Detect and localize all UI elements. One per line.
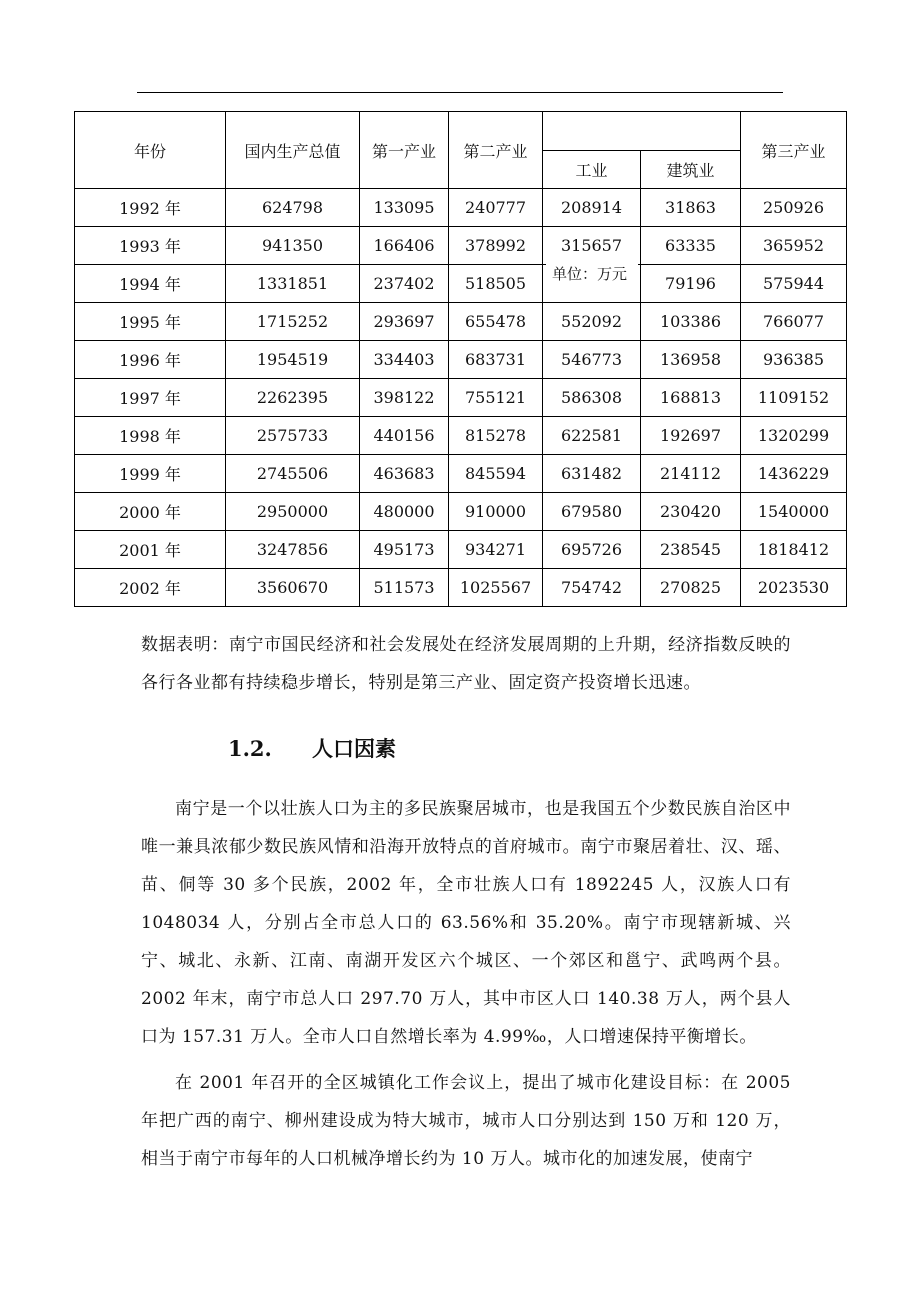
cell-gdp: 2745506 [226, 455, 360, 493]
header-secondary: 第二产业 [449, 112, 543, 189]
header-year: 年份 [75, 112, 226, 189]
cell-primary: 495173 [360, 531, 449, 569]
cell-year: 1998 年 [75, 417, 226, 455]
cell-secondary: 845594 [449, 455, 543, 493]
cell-tertiary: 1540000 [741, 493, 847, 531]
cell-year: 2001 年 [75, 531, 226, 569]
table-row [75, 531, 847, 569]
section-title: 人口因素 [312, 736, 396, 761]
cell-primary: 293697 [360, 303, 449, 341]
cell-tertiary: 365952 [741, 227, 847, 265]
cell-year: 2000 年 [75, 493, 226, 531]
cell-construction: 192697 [641, 417, 741, 455]
cell-secondary: 815278 [449, 417, 543, 455]
paragraph-population: 南宁是一个以壮族人口为主的多民族聚居城市，也是我国五个少数民族自治区中唯一兼具浓郁少数民族风情和沿海开放特点的首府城市。南宁市聚居着壮、汉、瑶、苗、侗等 30 多个民族，2002 年，全市壮族人口有 1892245 人，汉族人口有 1048034 人，分别占全市总人口的 63.56%和 35.20%。南宁市现辖新城、兴宁、城北、永新、江南、南湖开发区六个城区、一个郊区和邕宁、武鸣两个县。2002 年末，南宁市总人口 297.70 万人，其中市区人口 140.38 万人，两个县人口为 157.31 万人。全市人口自然增长率为 4.99‰，人口增速保持平衡增长。 [141, 799, 791, 1047]
cell-tertiary: 1436229 [741, 455, 847, 493]
cell-industry: 586308 [543, 379, 641, 417]
cell-primary: 166406 [360, 227, 449, 265]
cell-construction: 214112 [641, 455, 741, 493]
cell-industry: 315657 [543, 227, 641, 265]
cell-secondary: 910000 [449, 493, 543, 531]
cell-primary: 511573 [360, 569, 449, 607]
cell-tertiary: 1818412 [741, 531, 847, 569]
header-construction: 建筑业 [641, 151, 741, 189]
cell-tertiary: 936385 [741, 341, 847, 379]
cell-industry: 208914 [543, 189, 641, 227]
cell-year: 1999 年 [75, 455, 226, 493]
table-row [75, 379, 847, 417]
section-heading [228, 733, 396, 763]
cell-tertiary: 250926 [741, 189, 847, 227]
cell-year: 1996 年 [75, 341, 226, 379]
table-row [75, 189, 847, 227]
cell-year: 1994 年 [75, 265, 226, 303]
cell-secondary: 240777 [449, 189, 543, 227]
header-secondary-breakdown [543, 112, 741, 151]
data-note: 数据表明：南宁市国民经济和社会发展处在经济发展周期的上升期，经济指数反映的各行各业都有持续稳步增长，特别是第三产业、固定资产投资增长迅速。 [141, 635, 791, 693]
cell-tertiary: 2023530 [741, 569, 847, 607]
cell-construction: 168813 [641, 379, 741, 417]
gdp-table [74, 111, 847, 607]
cell-industry: 695726 [543, 531, 641, 569]
table-body [75, 189, 847, 607]
cell-year: 1992 年 [75, 189, 226, 227]
cell-tertiary: 766077 [741, 303, 847, 341]
cell-industry: 552092 [543, 303, 641, 341]
unit-label: 单位：万元 [546, 261, 638, 287]
cell-construction: 136958 [641, 341, 741, 379]
cell-secondary: 934271 [449, 531, 543, 569]
cell-gdp: 3560670 [226, 569, 360, 607]
cell-gdp: 941350 [226, 227, 360, 265]
cell-construction: 238545 [641, 531, 741, 569]
header-rule [137, 92, 783, 93]
table-row [75, 455, 847, 493]
header-primary: 第一产业 [360, 112, 449, 189]
table-row [75, 569, 847, 607]
cell-gdp: 624798 [226, 189, 360, 227]
cell-gdp: 1715252 [226, 303, 360, 341]
cell-secondary: 655478 [449, 303, 543, 341]
cell-gdp: 1954519 [226, 341, 360, 379]
table-row [75, 303, 847, 341]
cell-construction: 31863 [641, 189, 741, 227]
cell-gdp: 2575733 [226, 417, 360, 455]
cell-year: 2002 年 [75, 569, 226, 607]
header-gdp: 国内生产总值 [226, 112, 360, 189]
cell-industry: 754742 [543, 569, 641, 607]
cell-secondary: 378992 [449, 227, 543, 265]
cell-gdp: 1331851 [226, 265, 360, 303]
cell-industry: 631482 [543, 455, 641, 493]
cell-primary: 463683 [360, 455, 449, 493]
cell-year: 1995 年 [75, 303, 226, 341]
cell-industry: 622581 [543, 417, 641, 455]
cell-gdp: 2262395 [226, 379, 360, 417]
cell-secondary: 755121 [449, 379, 543, 417]
cell-construction: 230420 [641, 493, 741, 531]
header-industry: 工业 [543, 151, 641, 189]
paragraph-urbanization: 在 2001 年召开的全区城镇化工作会议上，提出了城市化建设目标：在 2005 年把广西的南宁、柳州建设成为特大城市，城市人口分别达到 150 万和 120 万，相当于南宁市每年的人口机械净增长约为 10 万人。城市化的加速发展，使南宁 [141, 1073, 791, 1169]
cell-secondary: 518505 [449, 265, 543, 303]
cell-primary: 133095 [360, 189, 449, 227]
cell-construction: 63335 [641, 227, 741, 265]
cell-tertiary: 575944 [741, 265, 847, 303]
table-header-row [75, 112, 847, 151]
cell-primary: 480000 [360, 493, 449, 531]
cell-primary: 440156 [360, 417, 449, 455]
table-row [75, 493, 847, 531]
cell-industry: 679580 [543, 493, 641, 531]
cell-secondary: 683731 [449, 341, 543, 379]
cell-construction: 103386 [641, 303, 741, 341]
section-number: 1.2. [228, 736, 272, 761]
cell-primary: 237402 [360, 265, 449, 303]
cell-tertiary: 1109152 [741, 379, 847, 417]
cell-year: 1993 年 [75, 227, 226, 265]
table-row [75, 265, 847, 303]
cell-gdp: 3247856 [226, 531, 360, 569]
table-row [75, 227, 847, 265]
cell-construction: 270825 [641, 569, 741, 607]
table-row [75, 341, 847, 379]
cell-construction: 79196 [641, 265, 741, 303]
cell-gdp: 2950000 [226, 493, 360, 531]
cell-primary: 398122 [360, 379, 449, 417]
cell-year: 1997 年 [75, 379, 226, 417]
cell-primary: 334403 [360, 341, 449, 379]
header-tertiary: 第三产业 [741, 112, 847, 189]
table-row [75, 417, 847, 455]
cell-tertiary: 1320299 [741, 417, 847, 455]
cell-industry: 546773 [543, 341, 641, 379]
cell-secondary: 1025567 [449, 569, 543, 607]
